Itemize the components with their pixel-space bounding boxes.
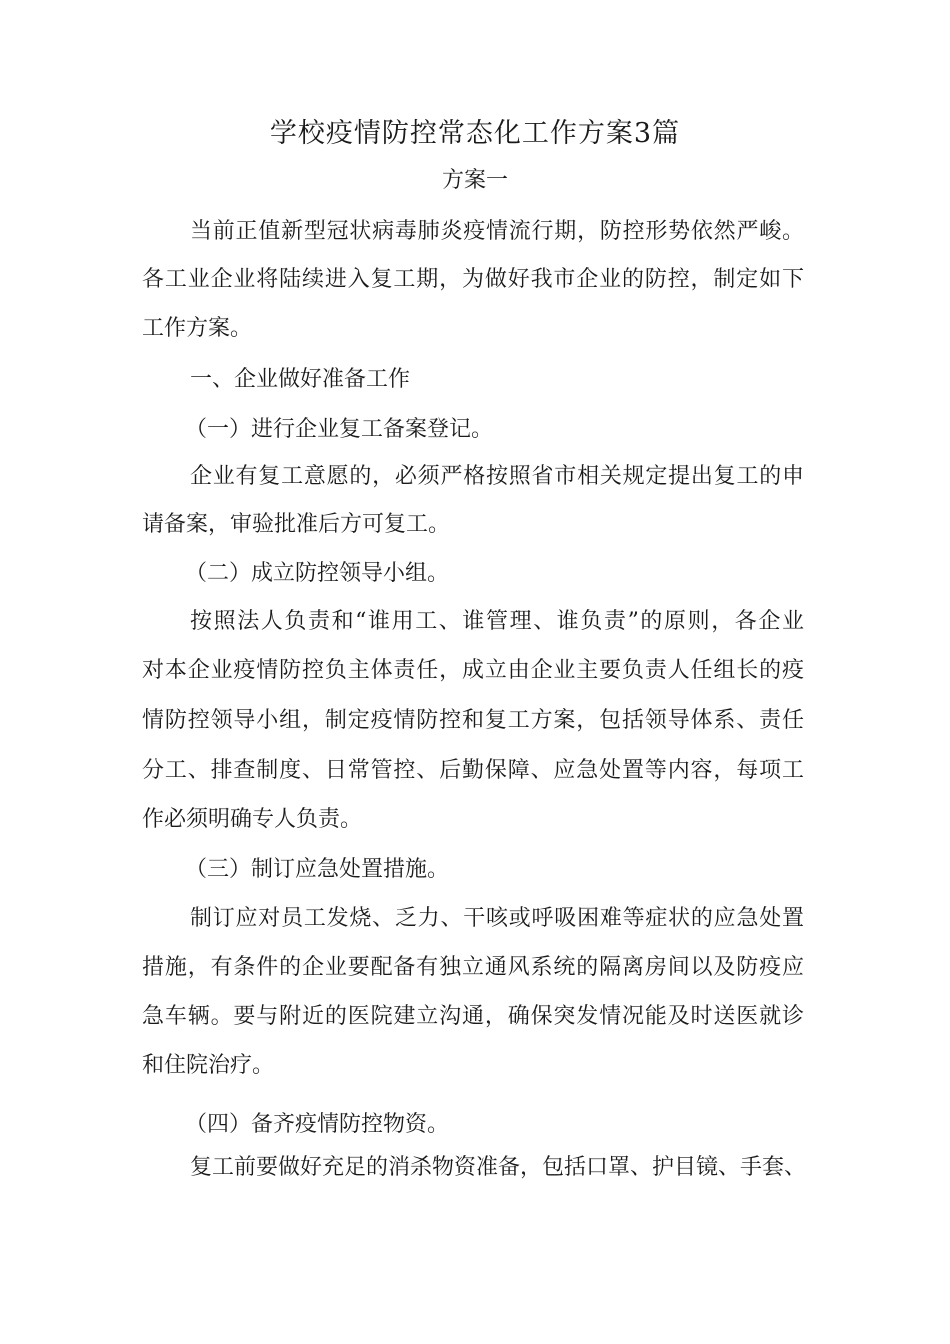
document-title: 学校疫情防控常态化工作方案3篇 bbox=[269, 118, 681, 149]
body-line: 请备案，审验批准后方可复工。 bbox=[142, 512, 451, 537]
body-line: 按照法人负责和“谁用工、谁管理、谁负责”的原则，各企业 bbox=[190, 609, 804, 634]
body-line: 对本企业疫情防控负主体责任，成立由企业主要负责人任组长的疫 bbox=[142, 658, 804, 683]
body-line: 当前正值新型冠状病毒肺炎疫情流行期，防控形势依然严峻。 bbox=[190, 219, 804, 244]
body-line: 措施，有条件的企业要配备有独立通风系统的隔离房间以及防疫应 bbox=[142, 955, 804, 980]
subsection-heading: （四）备齐疫情防控物资。 bbox=[185, 1112, 450, 1137]
body-line: 急车辆。要与附近的医院建立沟通，确保突发情况能及时送医就诊 bbox=[142, 1004, 804, 1029]
body-line: 情防控领导小组，制定疫情防控和复工方案，包括领导体系、责任 bbox=[142, 708, 804, 733]
body-line: 企业有复工意愿的，必须严格按照省市相关规定提出复工的申 bbox=[190, 464, 804, 489]
subsection-heading: （二）成立防控领导小组。 bbox=[185, 561, 450, 586]
body-line: 制订应对员工发烧、乏力、干咳或呼吸困难等症状的应急处置 bbox=[190, 906, 804, 931]
body-line: 和住院治疗。 bbox=[142, 1053, 275, 1078]
subsection-heading: （三）制订应急处置措施。 bbox=[185, 857, 450, 882]
body-line: 分工、排查制度、日常管控、后勤保障、应急处置等内容，每项工 bbox=[142, 758, 804, 783]
section-subtitle: 方案一 bbox=[441, 168, 508, 193]
body-line: 复工前要做好充足的消杀物资准备，包括口罩、护目镜、手套、 bbox=[190, 1155, 807, 1180]
subsection-heading: （一）进行企业复工备案登记。 bbox=[185, 417, 494, 442]
body-line: 各工业企业将陆续进入复工期，为做好我市企业的防控，制定如下 bbox=[142, 267, 804, 292]
section-heading: 一、企业做好准备工作 bbox=[190, 367, 411, 392]
body-line: 工作方案。 bbox=[142, 316, 253, 341]
body-line: 作必须明确专人负责。 bbox=[142, 807, 363, 832]
